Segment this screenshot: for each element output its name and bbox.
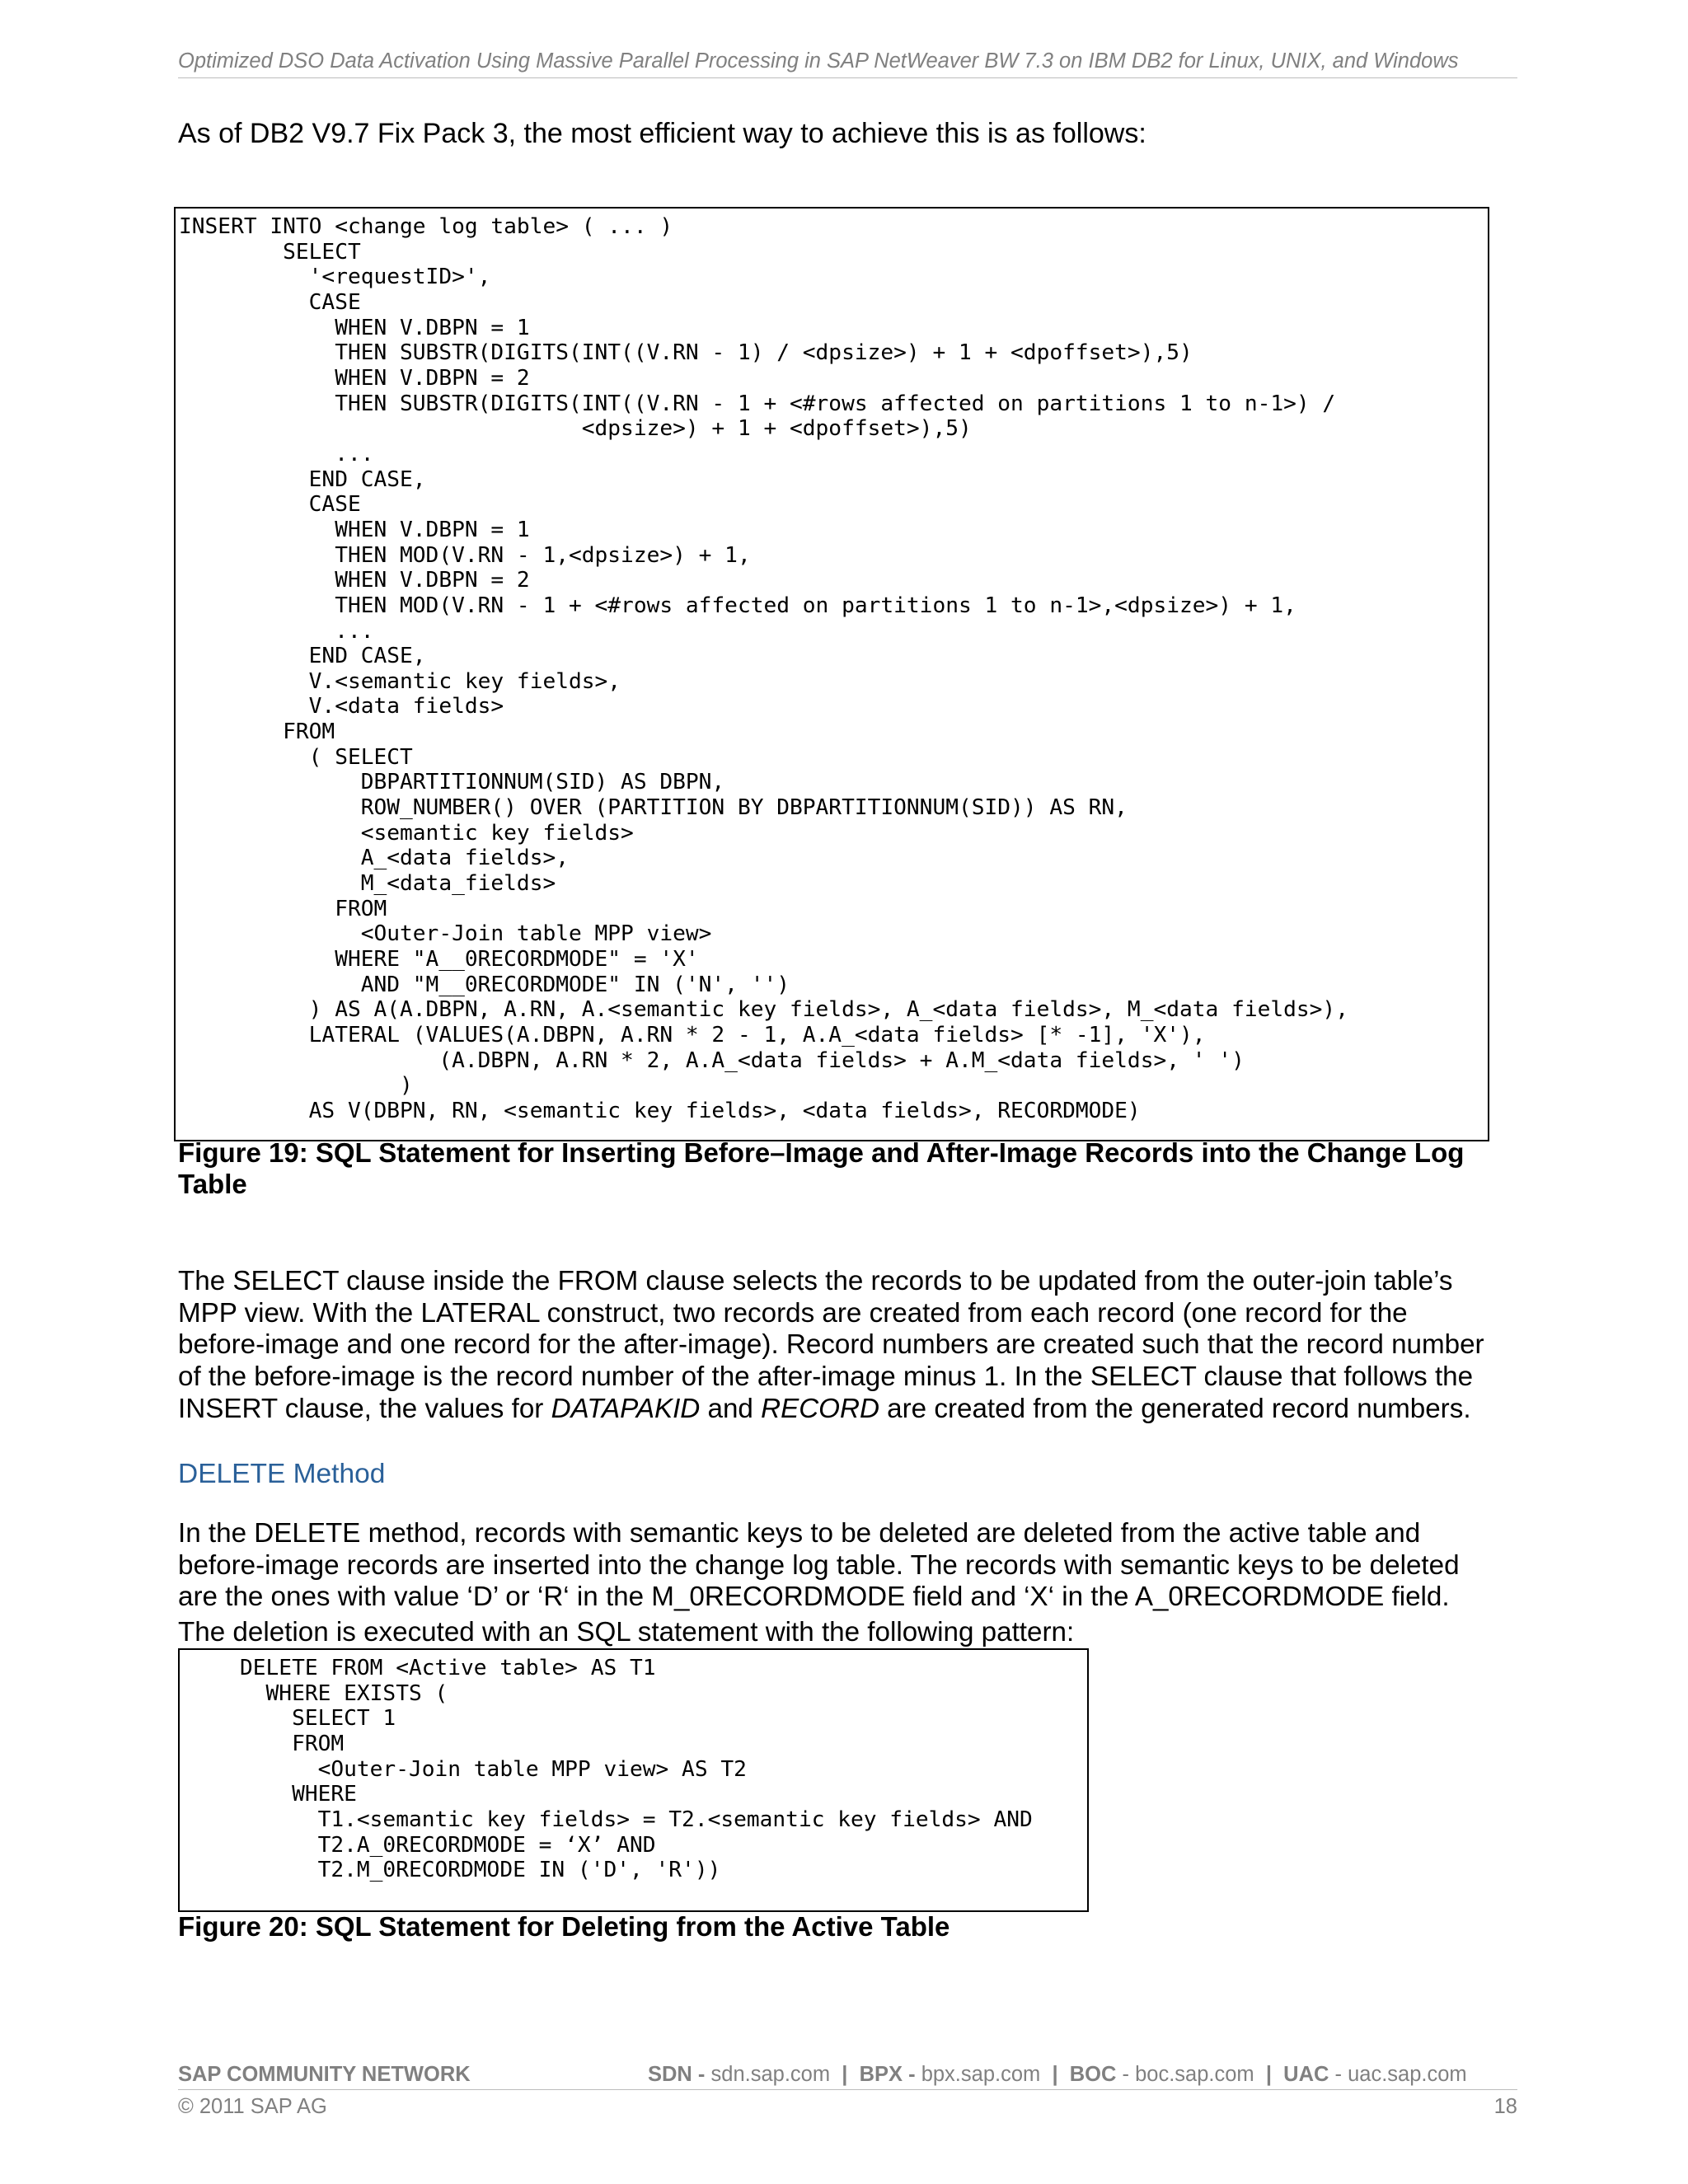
figure-20-code-block: DELETE FROM <Active table> AS T1 WHERE EXISTS ( SELECT 1 FROM <Outer-Join table MPP view> AS T2 WHERE T1.<semantic key fields> = T2.<semantic key fields> AND T2.A_0RECORDMODE = ‘X’ AND T2.M_0RECORDMODE IN ('D', 'R')) bbox=[178, 1648, 1089, 1912]
paragraph-select-lateral bbox=[178, 1266, 1513, 1426]
footer-copyright: © 2011 SAP AG bbox=[178, 2095, 327, 2118]
footer-separator: | bbox=[842, 2063, 848, 2086]
figure-20-caption: Figure 20: SQL Statement for Deleting from the Active Table bbox=[178, 1911, 950, 1942]
footer-separator: | bbox=[1052, 2063, 1058, 2086]
paragraph-text: and bbox=[700, 1393, 762, 1424]
figure-19-caption: Figure 19: SQL Statement for Inserting Before–Image and After-Image Records into the Change Log Table bbox=[178, 1137, 1465, 1199]
footer-bottom-line bbox=[178, 2095, 1517, 2119]
footer-top-line bbox=[178, 2063, 1517, 2090]
footer-links bbox=[648, 2063, 1467, 2087]
paragraph-text: The SELECT clause inside the FROM clause selects the records to be updated from the outer-join table’s MPP view. With the LATERAL construct, two records are created from each record (one record for the before-image and one record for the after-image). Record numbers are created such that the record number of the before-image is the record number of the after-image minus 1. In the SELECT clause that follows the INSERT clause, the values for bbox=[178, 1266, 1484, 1424]
page-number: 18 bbox=[1493, 2095, 1517, 2118]
footer-boc-label: BOC bbox=[1069, 2063, 1117, 2086]
section-heading-delete-method: DELETE Method bbox=[178, 1459, 386, 1489]
footer-uac-link[interactable]: - uac.sap.com bbox=[1334, 2063, 1467, 2086]
footer-brand: SAP COMMUNITY NETWORK bbox=[178, 2063, 471, 2086]
footer-uac-label: UAC bbox=[1283, 2063, 1329, 2086]
footer-boc-link[interactable]: - boc.sap.com bbox=[1122, 2063, 1254, 2086]
running-header-title: Optimized DSO Data Activation Using Massive Parallel Processing in SAP NetWeaver BW 7.3 on IBM DB2 for Linux, UNIX, and Windows bbox=[178, 49, 1517, 78]
emphasis-datapakid: DATAPAKID bbox=[551, 1393, 701, 1424]
paragraph-deletion-pattern: The deletion is executed with an SQL statement with the following pattern: bbox=[178, 1617, 1075, 1647]
paragraph-delete-method: In the DELETE method, records with semantic keys to be deleted are deleted from the active table and before-image records are inserted into the change log table. The records with semantic keys to be deleted are the ones with value ‘D’ or ‘R‘ in the M_0RECORDMODE field and ‘X‘ in the A_0RECORDMODE field. bbox=[178, 1518, 1460, 1613]
paragraph-text: are created from the generated record numbers. bbox=[879, 1393, 1471, 1424]
footer-separator: | bbox=[1265, 2063, 1272, 2086]
intro-sentence: As of DB2 V9.7 Fix Pack 3, the most efficient way to achieve this is as follows: bbox=[178, 118, 1146, 149]
footer-bpx-link[interactable]: bpx.sap.com bbox=[921, 2063, 1041, 2086]
emphasis-record: RECORD bbox=[761, 1393, 879, 1424]
footer-sdn-label: SDN - bbox=[648, 2063, 706, 2086]
footer-bpx-label: BPX - bbox=[859, 2063, 916, 2086]
figure-19-code-block: INSERT INTO <change log table> ( ... ) SELECT '<requestID>', CASE WHEN V.DBPN = 1 THEN SUBSTR(DIGITS(INT((V.RN - 1) / <dpsize>) + 1 + <dpoffset>),5) WHEN V.DBPN = 2 THEN SUBSTR(DIGITS(INT((V.RN - 1 + <#rows affected on partitions 1 to n-1>) / <dpsize>) + 1 + <dpoffset>),5) ... END CASE, CASE WHEN V.DBPN = 1 THEN MOD(V.RN - 1,<dpsize>) + 1, WHEN V.DBPN = 2 THEN MOD(V.RN - 1 + <#rows affected on partitions 1 to n-1>,<dpsize>) + 1, ... END CASE, V.<semantic key fields>, V.<data fields> FROM ( SELECT DBPARTITIONNUM(SID) AS DBPN, ROW_NUMBER() OVER (PARTITION BY DBPARTITIONNUM(SID)) AS RN, <semantic key fields> A_<data fields>, M_<data_fields> FROM <Outer-Join table MPP view> WHERE "A__0RECORDMODE" = 'X' AND "M__0RECORDMODE" IN ('N', '') ) AS A(A.DBPN, A.RN, A.<semantic key fields>, A_<data fields>, M_<data fields>), LATERAL (VALUES(A.DBPN, A.RN * 2 - 1, A.A_<data fields> [* -1], 'X'), (A.DBPN, A.RN * 2, A.A_<data fields> + A.M_<data fields>, ' ') ) AS V(DBPN, RN, <semantic key fields>, <data fields>, RECORDMODE) bbox=[174, 207, 1489, 1141]
footer-sdn-link[interactable]: sdn.sap.com bbox=[710, 2063, 831, 2086]
